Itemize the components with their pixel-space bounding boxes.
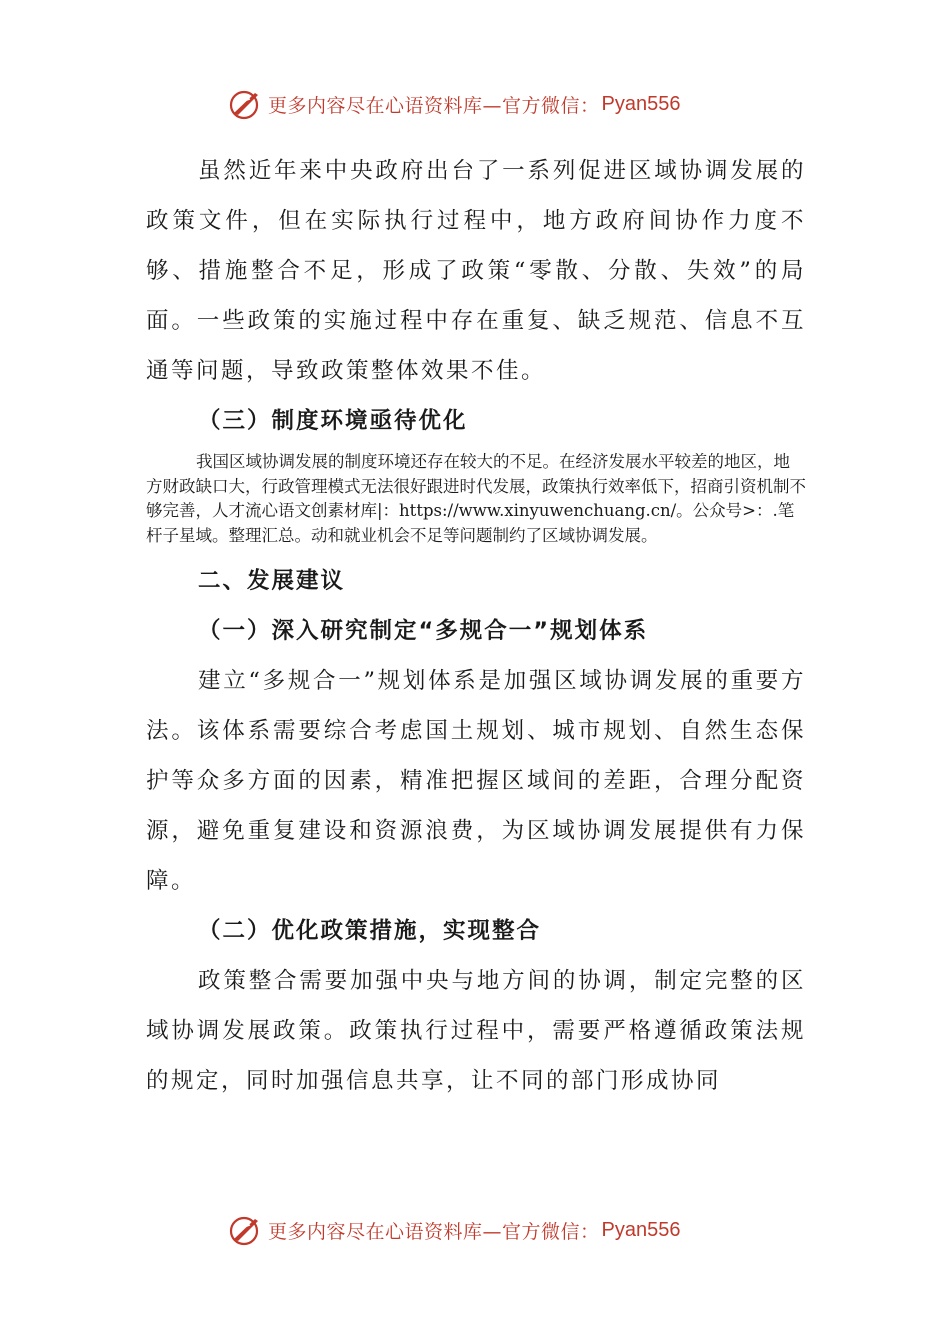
banner-text: 更多内容尽在心语资料库—官方微信： bbox=[268, 94, 600, 117]
document-body bbox=[146, 146, 806, 1106]
banner-text: 更多内容尽在心语资料库—官方微信： bbox=[268, 1220, 600, 1243]
body-paragraph: 政策整合需要加强中央与地方间的协调，制定完整的区域协调发展政策。政策执行过程中，需要严格遵循政策法规的规定，同时加强信息共享，让不同的部门形成协同 bbox=[146, 968, 806, 1094]
header-watermark-banner bbox=[228, 84, 680, 124]
section-heading: （三）制度环境亟待优化 bbox=[198, 408, 468, 434]
chapter-heading: 二、发展建议 bbox=[198, 568, 346, 594]
body-paragraph: 虽然近年来中央政府出台了一系列促进区域协调发展的政策文件，但在实际执行过程中，地方政府间协作力度不够、措施整合不足，形成了政策“零散、分散、失效”的局面。一些政策的实施过程中存在重复、缺乏规范、信息不互通等问题，导致政策整体效果不佳。 bbox=[146, 158, 806, 384]
footer-watermark-banner bbox=[228, 1210, 680, 1250]
section-heading: （一）深入研究制定“多规合一”规划体系 bbox=[198, 618, 649, 644]
banner-wechat-handle: Pyan556 bbox=[601, 92, 681, 115]
quill-pen-logo-icon bbox=[228, 87, 262, 121]
body-paragraph: 建立“多规合一”规划体系是加强区域协调发展的重要方法。该体系需要综合考虑国土规划、城市规划、自然生态保护等众多方面的因素，精准把握区域间的差距，合理分配资源，避免重复建设和资源浪费，为区域协调发展提供有力保障。 bbox=[146, 668, 806, 894]
section-heading: （二）优化政策措施，实现整合 bbox=[198, 918, 542, 944]
body-paragraph-small: 我国区域协调发展的制度环境还存在较大的不足。在经济发展水平较差的地区，地方财政缺口大，行政管理模式无法很好跟进时代发展，政策执行效率低下，招商引资机制不够完善，人才流心语文创素材库|：https://www.xinyuwenchuang.cn/。公众号>：.笔杆子星域。整理汇总。动和就业机会不足等问题制约了区域协调发展。 bbox=[146, 452, 806, 545]
banner-wechat-handle: Pyan556 bbox=[601, 1218, 681, 1241]
quill-pen-logo-icon bbox=[228, 1213, 262, 1247]
